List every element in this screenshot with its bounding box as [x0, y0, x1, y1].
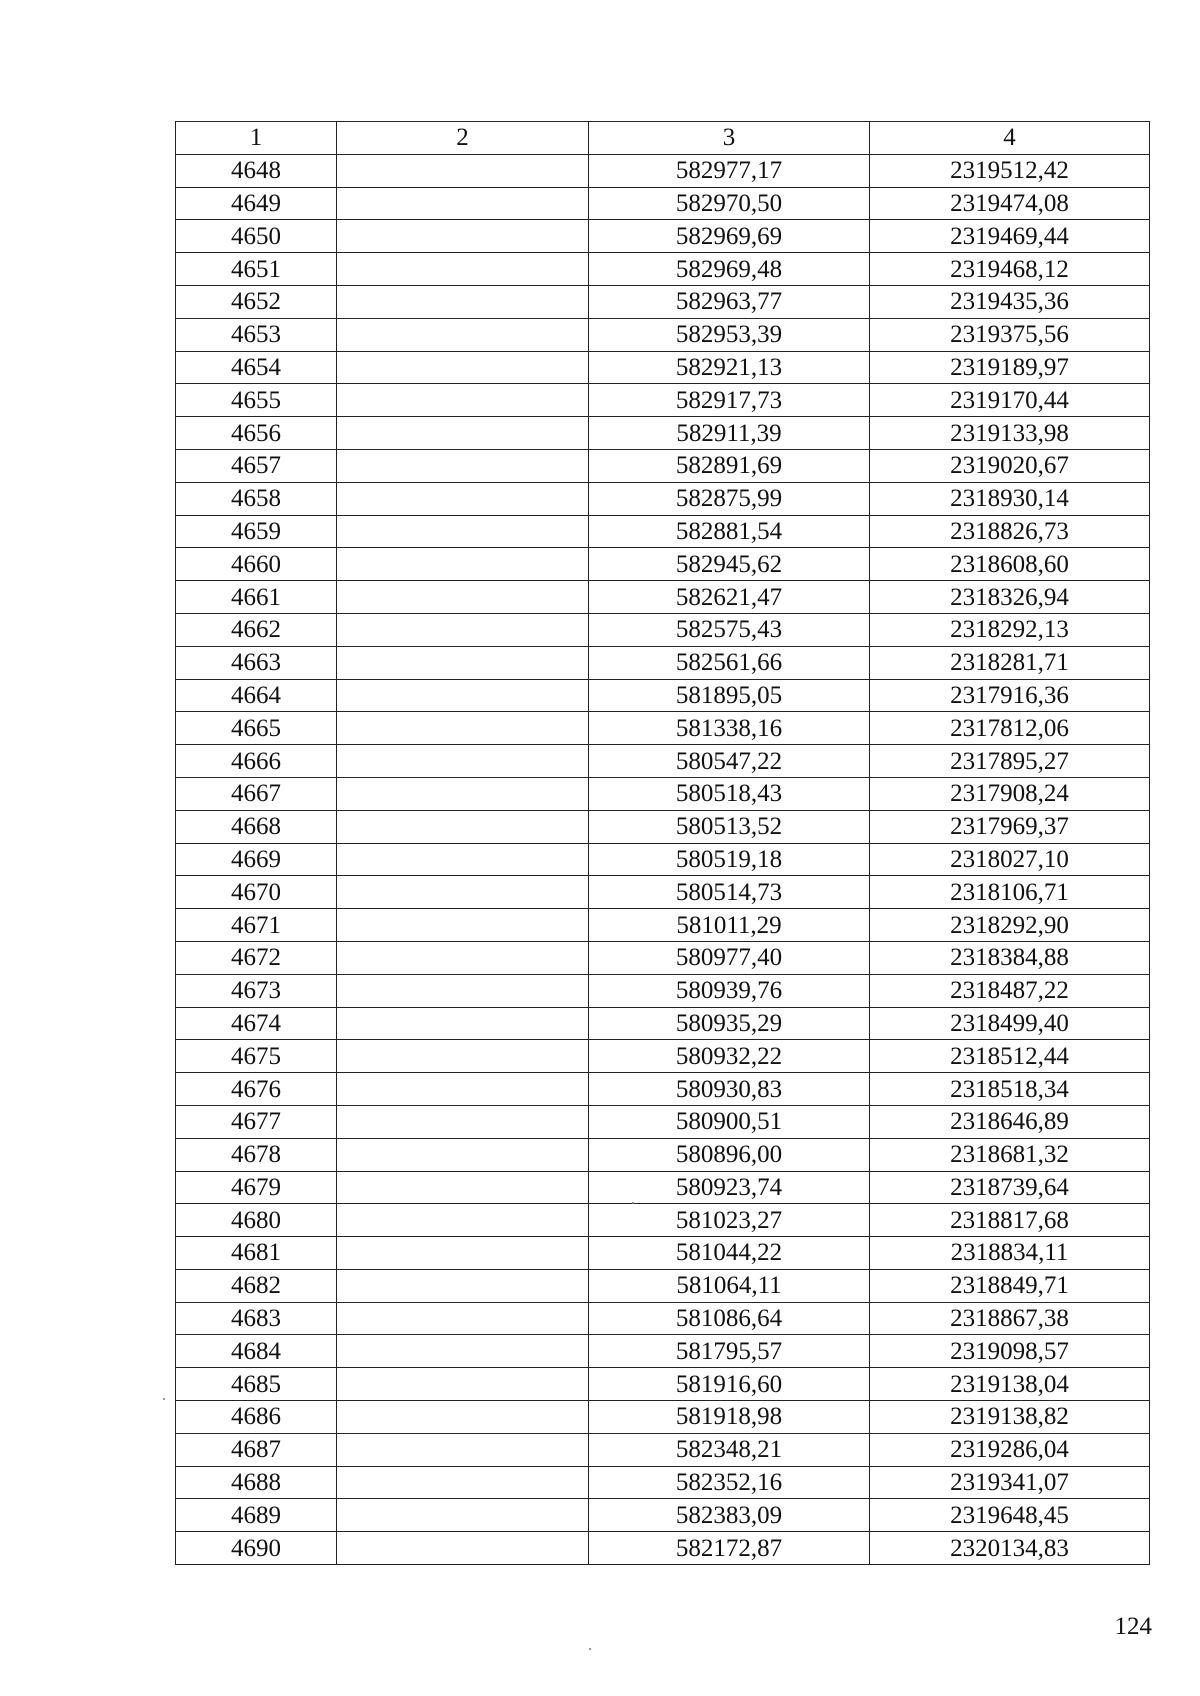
scan-speck — [589, 1648, 591, 1650]
point-number-cell: 4664 — [176, 679, 337, 712]
y-coordinate-cell: 2318106,71 — [870, 876, 1150, 909]
name-cell — [337, 1204, 589, 1237]
y-coordinate-cell: 2318817,68 — [870, 1204, 1150, 1237]
name-cell — [337, 1138, 589, 1171]
point-number-cell: 4649 — [176, 187, 337, 220]
x-coordinate-cell: 580896,00 — [589, 1138, 870, 1171]
table-row — [176, 384, 1150, 417]
point-number-cell: 4684 — [176, 1335, 337, 1368]
point-number-cell: 4681 — [176, 1237, 337, 1270]
x-coordinate-cell: 580518,43 — [589, 777, 870, 810]
x-coordinate-cell: 581023,27 — [589, 1204, 870, 1237]
y-coordinate-cell: 2317916,36 — [870, 679, 1150, 712]
point-number-cell: 4648 — [176, 154, 337, 187]
point-number-cell: 4656 — [176, 417, 337, 450]
table-row — [176, 581, 1150, 614]
point-number-cell: 4679 — [176, 1171, 337, 1204]
x-coordinate-cell: 580935,29 — [589, 1007, 870, 1040]
y-coordinate-cell: 2318608,60 — [870, 548, 1150, 581]
column-header-3: 3 — [589, 122, 870, 155]
table-row — [176, 548, 1150, 581]
y-coordinate-cell: 2320134,83 — [870, 1532, 1150, 1565]
y-coordinate-cell: 2319469,44 — [870, 220, 1150, 253]
table-body — [176, 122, 1150, 1565]
name-cell — [337, 417, 589, 450]
point-number-cell: 4670 — [176, 876, 337, 909]
point-number-cell: 4671 — [176, 909, 337, 942]
name-cell — [337, 646, 589, 679]
y-coordinate-cell: 2318739,64 — [870, 1171, 1150, 1204]
table-row — [176, 1105, 1150, 1138]
y-coordinate-cell: 2319341,07 — [870, 1466, 1150, 1499]
name-cell — [337, 876, 589, 909]
y-coordinate-cell: 2317895,27 — [870, 745, 1150, 778]
name-cell — [337, 1499, 589, 1532]
x-coordinate-cell: 581895,05 — [589, 679, 870, 712]
scan-speck — [163, 1398, 165, 1400]
point-number-cell: 4674 — [176, 1007, 337, 1040]
x-coordinate-cell: 580547,22 — [589, 745, 870, 778]
x-coordinate-cell: 581044,22 — [589, 1237, 870, 1270]
name-cell — [337, 1466, 589, 1499]
name-cell — [337, 187, 589, 220]
point-number-cell: 4654 — [176, 351, 337, 384]
point-number-cell: 4662 — [176, 613, 337, 646]
name-cell — [337, 548, 589, 581]
table-row — [176, 843, 1150, 876]
point-number-cell: 4678 — [176, 1138, 337, 1171]
point-number-cell: 4665 — [176, 712, 337, 745]
x-coordinate-cell: 582911,39 — [589, 417, 870, 450]
table-row — [176, 1401, 1150, 1434]
name-cell — [337, 253, 589, 286]
y-coordinate-cell: 2318930,14 — [870, 482, 1150, 515]
x-coordinate-cell: 582881,54 — [589, 515, 870, 548]
table-row — [176, 253, 1150, 286]
y-coordinate-cell: 2318826,73 — [870, 515, 1150, 548]
y-coordinate-cell: 2318512,44 — [870, 1040, 1150, 1073]
name-cell — [337, 220, 589, 253]
y-coordinate-cell: 2317812,06 — [870, 712, 1150, 745]
x-coordinate-cell: 580932,22 — [589, 1040, 870, 1073]
x-coordinate-cell: 580923,74 — [589, 1171, 870, 1204]
y-coordinate-cell: 2319435,36 — [870, 285, 1150, 318]
table-row — [176, 1499, 1150, 1532]
table-row — [176, 154, 1150, 187]
name-cell — [337, 285, 589, 318]
table-row — [176, 1269, 1150, 1302]
table-row — [176, 876, 1150, 909]
y-coordinate-cell: 2318867,38 — [870, 1302, 1150, 1335]
x-coordinate-cell: 581795,57 — [589, 1335, 870, 1368]
y-coordinate-cell: 2319474,08 — [870, 187, 1150, 220]
y-coordinate-cell: 2318849,71 — [870, 1269, 1150, 1302]
y-coordinate-cell: 2319133,98 — [870, 417, 1150, 450]
y-coordinate-cell: 2319189,97 — [870, 351, 1150, 384]
y-coordinate-cell: 2319648,45 — [870, 1499, 1150, 1532]
name-cell — [337, 843, 589, 876]
name-cell — [337, 1105, 589, 1138]
table-row — [176, 318, 1150, 351]
table-row — [176, 1073, 1150, 1106]
name-cell — [337, 351, 589, 384]
name-cell — [337, 1532, 589, 1565]
table-row — [176, 712, 1150, 745]
table-row — [176, 1171, 1150, 1204]
y-coordinate-cell: 2319512,42 — [870, 154, 1150, 187]
y-coordinate-cell: 2318646,89 — [870, 1105, 1150, 1138]
name-cell — [337, 1073, 589, 1106]
x-coordinate-cell: 581011,29 — [589, 909, 870, 942]
table-row — [176, 1204, 1150, 1237]
x-coordinate-cell: 580977,40 — [589, 941, 870, 974]
name-cell — [337, 777, 589, 810]
point-number-cell: 4690 — [176, 1532, 337, 1565]
x-coordinate-cell: 582352,16 — [589, 1466, 870, 1499]
table-row — [176, 1433, 1150, 1466]
name-cell — [337, 1237, 589, 1270]
table-row — [176, 417, 1150, 450]
y-coordinate-cell: 2317908,24 — [870, 777, 1150, 810]
x-coordinate-cell: 580513,52 — [589, 810, 870, 843]
point-number-cell: 4687 — [176, 1433, 337, 1466]
point-number-cell: 4661 — [176, 581, 337, 614]
name-cell — [337, 318, 589, 351]
point-number-cell: 4686 — [176, 1401, 337, 1434]
y-coordinate-cell: 2318384,88 — [870, 941, 1150, 974]
y-coordinate-cell: 2318027,10 — [870, 843, 1150, 876]
table-row — [176, 1237, 1150, 1270]
y-coordinate-cell: 2319286,04 — [870, 1433, 1150, 1466]
point-number-cell: 4660 — [176, 548, 337, 581]
table-row — [176, 777, 1150, 810]
x-coordinate-cell: 582970,50 — [589, 187, 870, 220]
y-coordinate-cell: 2319098,57 — [870, 1335, 1150, 1368]
y-coordinate-cell: 2317969,37 — [870, 810, 1150, 843]
table-row — [176, 941, 1150, 974]
point-number-cell: 4676 — [176, 1073, 337, 1106]
point-number-cell: 4675 — [176, 1040, 337, 1073]
x-coordinate-cell: 582891,69 — [589, 449, 870, 482]
y-coordinate-cell: 2318681,32 — [870, 1138, 1150, 1171]
point-number-cell: 4653 — [176, 318, 337, 351]
name-cell — [337, 1433, 589, 1466]
column-header-2: 2 — [337, 122, 589, 155]
point-number-cell: 4657 — [176, 449, 337, 482]
scan-speck — [632, 1202, 634, 1204]
name-cell — [337, 1302, 589, 1335]
x-coordinate-cell: 582953,39 — [589, 318, 870, 351]
table-row — [176, 285, 1150, 318]
x-coordinate-cell: 582172,87 — [589, 1532, 870, 1565]
name-cell — [337, 1007, 589, 1040]
x-coordinate-cell: 580900,51 — [589, 1105, 870, 1138]
name-cell — [337, 1368, 589, 1401]
point-number-cell: 4683 — [176, 1302, 337, 1335]
x-coordinate-cell: 581064,11 — [589, 1269, 870, 1302]
table-row — [176, 810, 1150, 843]
x-coordinate-cell: 582977,17 — [589, 154, 870, 187]
table-row — [176, 745, 1150, 778]
point-number-cell: 4672 — [176, 941, 337, 974]
point-number-cell: 4659 — [176, 515, 337, 548]
name-cell — [337, 613, 589, 646]
name-cell — [337, 679, 589, 712]
page-number: 124 — [1114, 1613, 1152, 1640]
table-row — [176, 613, 1150, 646]
table-row — [176, 515, 1150, 548]
point-number-cell: 4673 — [176, 974, 337, 1007]
name-cell — [337, 810, 589, 843]
x-coordinate-cell: 581918,98 — [589, 1401, 870, 1434]
name-cell — [337, 745, 589, 778]
table-row — [176, 1466, 1150, 1499]
column-header-4: 4 — [870, 122, 1150, 155]
point-number-cell: 4669 — [176, 843, 337, 876]
point-number-cell: 4689 — [176, 1499, 337, 1532]
table-row — [176, 1532, 1150, 1565]
name-cell — [337, 1171, 589, 1204]
x-coordinate-cell: 582969,69 — [589, 220, 870, 253]
name-cell — [337, 909, 589, 942]
name-cell — [337, 581, 589, 614]
y-coordinate-cell: 2318487,22 — [870, 974, 1150, 1007]
table-row — [176, 1040, 1150, 1073]
x-coordinate-cell: 582561,66 — [589, 646, 870, 679]
point-number-cell: 4666 — [176, 745, 337, 778]
y-coordinate-cell: 2319375,56 — [870, 318, 1150, 351]
y-coordinate-cell: 2319138,82 — [870, 1401, 1150, 1434]
y-coordinate-cell: 2318292,90 — [870, 909, 1150, 942]
y-coordinate-cell: 2318518,34 — [870, 1073, 1150, 1106]
point-number-cell: 4650 — [176, 220, 337, 253]
x-coordinate-cell: 581338,16 — [589, 712, 870, 745]
x-coordinate-cell: 580930,83 — [589, 1073, 870, 1106]
x-coordinate-cell: 582969,48 — [589, 253, 870, 286]
name-cell — [337, 941, 589, 974]
y-coordinate-cell: 2318281,71 — [870, 646, 1150, 679]
x-coordinate-cell: 581916,60 — [589, 1368, 870, 1401]
x-coordinate-cell: 580519,18 — [589, 843, 870, 876]
x-coordinate-cell: 582963,77 — [589, 285, 870, 318]
point-number-cell: 4688 — [176, 1466, 337, 1499]
point-number-cell: 4652 — [176, 285, 337, 318]
y-coordinate-cell: 2319138,04 — [870, 1368, 1150, 1401]
name-cell — [337, 974, 589, 1007]
x-coordinate-cell: 582621,47 — [589, 581, 870, 614]
name-cell — [337, 1401, 589, 1434]
point-number-cell: 4685 — [176, 1368, 337, 1401]
table-row — [176, 220, 1150, 253]
table-row — [176, 187, 1150, 220]
point-number-cell: 4663 — [176, 646, 337, 679]
name-cell — [337, 384, 589, 417]
y-coordinate-cell: 2319020,67 — [870, 449, 1150, 482]
point-number-cell: 4651 — [176, 253, 337, 286]
x-coordinate-cell: 581086,64 — [589, 1302, 870, 1335]
x-coordinate-cell: 580939,76 — [589, 974, 870, 1007]
point-number-cell: 4677 — [176, 1105, 337, 1138]
name-cell — [337, 1269, 589, 1302]
table-row — [176, 449, 1150, 482]
table-row — [176, 1007, 1150, 1040]
y-coordinate-cell: 2319468,12 — [870, 253, 1150, 286]
name-cell — [337, 1040, 589, 1073]
name-cell — [337, 449, 589, 482]
name-cell — [337, 515, 589, 548]
table-row — [176, 1335, 1150, 1368]
point-number-cell: 4655 — [176, 384, 337, 417]
table-row — [176, 482, 1150, 515]
point-number-cell: 4668 — [176, 810, 337, 843]
y-coordinate-cell: 2319170,44 — [870, 384, 1150, 417]
x-coordinate-cell: 582575,43 — [589, 613, 870, 646]
x-coordinate-cell: 582917,73 — [589, 384, 870, 417]
x-coordinate-cell: 582875,99 — [589, 482, 870, 515]
table-row — [176, 1368, 1150, 1401]
point-number-cell: 4680 — [176, 1204, 337, 1237]
x-coordinate-cell: 580514,73 — [589, 876, 870, 909]
x-coordinate-cell: 582921,13 — [589, 351, 870, 384]
table-row — [176, 646, 1150, 679]
name-cell — [337, 154, 589, 187]
y-coordinate-cell: 2318834,11 — [870, 1237, 1150, 1270]
x-coordinate-cell: 582383,09 — [589, 1499, 870, 1532]
table-row — [176, 1138, 1150, 1171]
table-header-row — [176, 122, 1150, 155]
y-coordinate-cell: 2318292,13 — [870, 613, 1150, 646]
table-row — [176, 909, 1150, 942]
point-number-cell: 4667 — [176, 777, 337, 810]
y-coordinate-cell: 2318326,94 — [870, 581, 1150, 614]
name-cell — [337, 1335, 589, 1368]
table-row — [176, 974, 1150, 1007]
coordinates-table — [175, 121, 1150, 1565]
table-row — [176, 351, 1150, 384]
x-coordinate-cell: 582348,21 — [589, 1433, 870, 1466]
x-coordinate-cell: 582945,62 — [589, 548, 870, 581]
table-row — [176, 679, 1150, 712]
point-number-cell: 4658 — [176, 482, 337, 515]
table-row — [176, 1302, 1150, 1335]
column-header-1: 1 — [176, 122, 337, 155]
name-cell — [337, 482, 589, 515]
y-coordinate-cell: 2318499,40 — [870, 1007, 1150, 1040]
point-number-cell: 4682 — [176, 1269, 337, 1302]
name-cell — [337, 712, 589, 745]
